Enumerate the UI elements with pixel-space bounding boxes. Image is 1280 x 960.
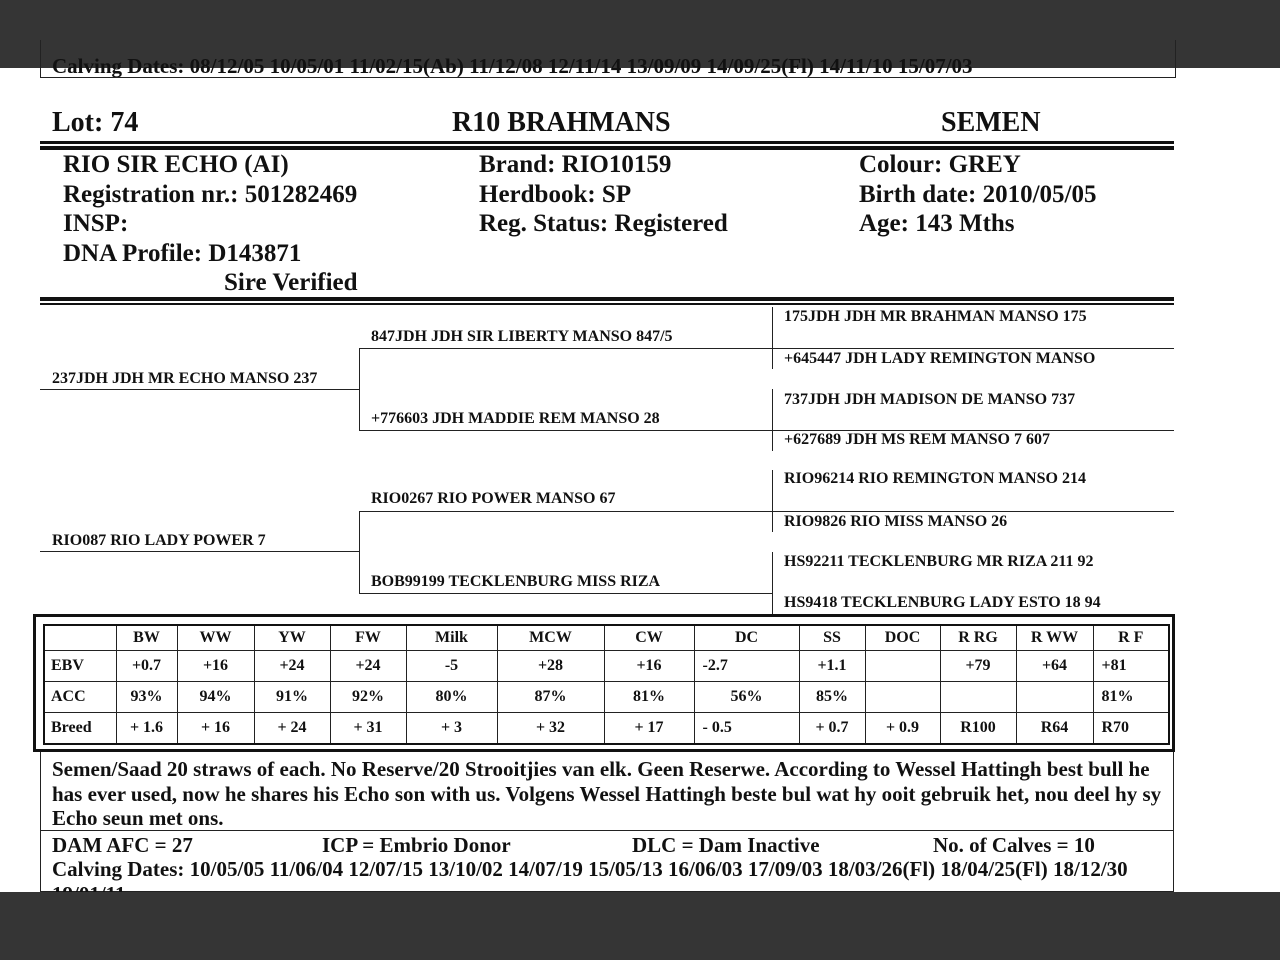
ebv-cell: -5 [406, 651, 497, 682]
pedigree-line [359, 511, 360, 593]
lot-type: SEMEN [941, 107, 1041, 138]
ebv-header-cell: WW [177, 625, 254, 651]
number-of-calves: No. of Calves = 10 [933, 833, 1095, 857]
pedigree-line [359, 430, 772, 431]
ebv-header-cell: DC [694, 625, 799, 651]
pedigree-ggp: +627689 JDH MS REM MANSO 7 607 [784, 431, 1050, 448]
pedigree-dam-sire: RIO0267 RIO POWER MANSO 67 [371, 490, 616, 507]
pedigree-line [359, 348, 360, 430]
lot-number: Lot: 74 [52, 107, 139, 138]
ebv-cell: + 16 [177, 713, 254, 745]
ebv-row-label: EBV [44, 651, 116, 682]
ebv-cell: +16 [177, 651, 254, 682]
insp: INSP: [63, 210, 129, 237]
ebv-header-cell: MCW [497, 625, 604, 651]
ebv-header-cell [44, 625, 116, 651]
ebv-header-cell: FW [330, 625, 406, 651]
ebv-header-cell: BW [116, 625, 177, 651]
ebv-header-row [44, 625, 1169, 651]
ebv-header-cell: YW [254, 625, 330, 651]
ebv-cell: 87% [497, 682, 604, 713]
reg-status: Reg. Status: Registered [479, 210, 728, 237]
herdbook: Herdbook: SP [479, 180, 632, 208]
ebv-cell: +79 [940, 651, 1016, 682]
ebv-cell: +24 [254, 651, 330, 682]
icp: ICP = Embrio Donor [322, 833, 511, 857]
ebv-cell: 92% [330, 682, 406, 713]
previous-calving-dates: Calving Dates: 08/12/05 10/05/01 11/02/15(Ab) 11/12/08 12/11/14 13/09/09 14/09/25(Fl) 14/11/10 15/07/03 [52, 54, 973, 78]
pedigree-dam-dam: BOB99199 TECKLENBURG MISS RIZA [371, 573, 661, 590]
ebv-cell: + 17 [604, 713, 694, 745]
pedigree-line [772, 511, 1174, 512]
ebv-cell: + 32 [497, 713, 604, 745]
pedigree-ggp: 175JDH JDH MR BRAHMAN MANSO 175 [784, 308, 1087, 325]
ebv-cell: 81% [604, 682, 694, 713]
notes-separator [40, 830, 1174, 831]
ebv-header-cell: SS [799, 625, 865, 651]
ebv-cell [865, 651, 940, 682]
pedigree-line [40, 551, 359, 552]
dna-profile: DNA Profile: D143871 [63, 239, 302, 267]
pedigree-line [772, 470, 773, 532]
ebv-cell: + 24 [254, 713, 330, 745]
calving-dates: Calving Dates: 10/05/05 11/06/04 12/07/15 13/10/02 14/07/19 15/05/13 16/06/03 17/09/03 18/03/26(Fl) 18/04/25(Fl) 18/12/30 [52, 857, 1128, 881]
ebv-cell: +16 [604, 651, 694, 682]
ebv-row-acc [44, 682, 1169, 713]
pedigree-line [772, 389, 773, 451]
ebv-cell: R64 [1016, 713, 1093, 745]
pedigree-ggp: HS92211 TECKLENBURG MR RIZA 211 92 [784, 553, 1094, 570]
ebv-cell: + 31 [330, 713, 406, 745]
pedigree-ggp: 737JDH JDH MADISON DE MANSO 737 [784, 391, 1076, 408]
ebv-header-cell: Milk [406, 625, 497, 651]
sire-verified: Sire Verified [224, 269, 358, 296]
birth-date: Birth date: 2010/05/05 [859, 180, 1097, 208]
pedigree-line [359, 593, 772, 594]
ebv-row-label: ACC [44, 682, 116, 713]
registration-number: Registration nr.: 501282469 [63, 180, 358, 208]
colour: Colour: GREY [859, 151, 1021, 178]
ebv-cell: +1.1 [799, 651, 865, 682]
ebv-table [43, 624, 1170, 745]
pedigree-sire-dam: +776603 JDH MADDIE REM MANSO 28 [371, 410, 660, 427]
ebv-cell: 81% [1093, 682, 1169, 713]
ebv-cell: 94% [177, 682, 254, 713]
pedigree-sire: 237JDH JDH MR ECHO MANSO 237 [52, 370, 318, 387]
animal-name: RIO SIR ECHO (AI) [63, 151, 289, 178]
ebv-header-cell: DOC [865, 625, 940, 651]
pedigree-line [772, 307, 773, 369]
pedigree-ggp: +645447 JDH LADY REMINGTON MANSO [784, 350, 1096, 367]
pedigree-line [40, 389, 359, 390]
ebv-cell: 85% [799, 682, 865, 713]
ebv-cell: 93% [116, 682, 177, 713]
ebv-cell [865, 682, 940, 713]
ebv-cell: + 0.7 [799, 713, 865, 745]
ebv-cell: 80% [406, 682, 497, 713]
ebv-header-cell: R WW [1016, 625, 1093, 651]
lot-notes: Semen/Saad 20 straws of each. No Reserve/20 Strooitjies van elk. Geen Reserwe. According to Wessel Hattingh best bull he has ever used, now he shares his Echo son with us. Volgens Wessel Hattingh beste bul wat hy ooit gebruik het, nou deel hy sy Echo seun met ons. [52, 757, 1162, 830]
ebv-cell: 56% [694, 682, 799, 713]
pedigree-line [359, 511, 772, 512]
pedigree-rule [40, 297, 1174, 301]
pedigree-sire-sire: 847JDH JDH SIR LIBERTY MANSO 847/5 [371, 328, 673, 345]
ebv-cell: -2.7 [694, 651, 799, 682]
ebv-header-cell: R F [1093, 625, 1169, 651]
viewer-bottom-bar [0, 892, 1280, 960]
header-rule [40, 141, 1174, 144]
ebv-cell: - 0.5 [694, 713, 799, 745]
ebv-cell [1016, 682, 1093, 713]
age: Age: 143 Mths [859, 210, 1015, 237]
brand: Brand: RIO10159 [479, 151, 672, 178]
ebv-cell: +64 [1016, 651, 1093, 682]
ebv-cell: + 1.6 [116, 713, 177, 745]
ebv-cell: R70 [1093, 713, 1169, 745]
ebv-cell: +24 [330, 651, 406, 682]
ebv-header-cell: R RG [940, 625, 1016, 651]
pedigree-line [772, 552, 773, 614]
ebv-cell: R100 [940, 713, 1016, 745]
ebv-cell: + 0.9 [865, 713, 940, 745]
ebv-row-ebv [44, 651, 1169, 682]
pedigree-dam: RIO087 RIO LADY POWER 7 [52, 532, 266, 549]
ebv-cell: +28 [497, 651, 604, 682]
pedigree-ggp: RIO96214 RIO REMINGTON MANSO 214 [784, 470, 1086, 487]
pedigree-rule [40, 303, 1174, 305]
animal-info-middle [479, 150, 728, 239]
ebv-cell: +0.7 [116, 651, 177, 682]
dlc: DLC = Dam Inactive [632, 833, 820, 857]
pedigree-line [772, 348, 1174, 349]
ebv-cell: 91% [254, 682, 330, 713]
ebv-cell [940, 682, 1016, 713]
previous-lot-box [40, 40, 1176, 78]
pedigree-line [359, 348, 772, 349]
ebv-row-label: Breed [44, 713, 116, 745]
ebv-header-cell: CW [604, 625, 694, 651]
dam-afc: DAM AFC = 27 [52, 833, 193, 857]
ebv-cell: + 3 [406, 713, 497, 745]
animal-info-right [859, 150, 1097, 239]
ebv-cell: +81 [1093, 651, 1169, 682]
ebv-row-breed [44, 713, 1169, 745]
pedigree-ggp: HS9418 TECKLENBURG LADY ESTO 18 94 [784, 594, 1101, 611]
pedigree-ggp: RIO9826 RIO MISS MANSO 26 [784, 513, 1008, 530]
animal-info-left [63, 150, 358, 298]
catalog-title: R10 BRAHMANS [452, 107, 671, 138]
